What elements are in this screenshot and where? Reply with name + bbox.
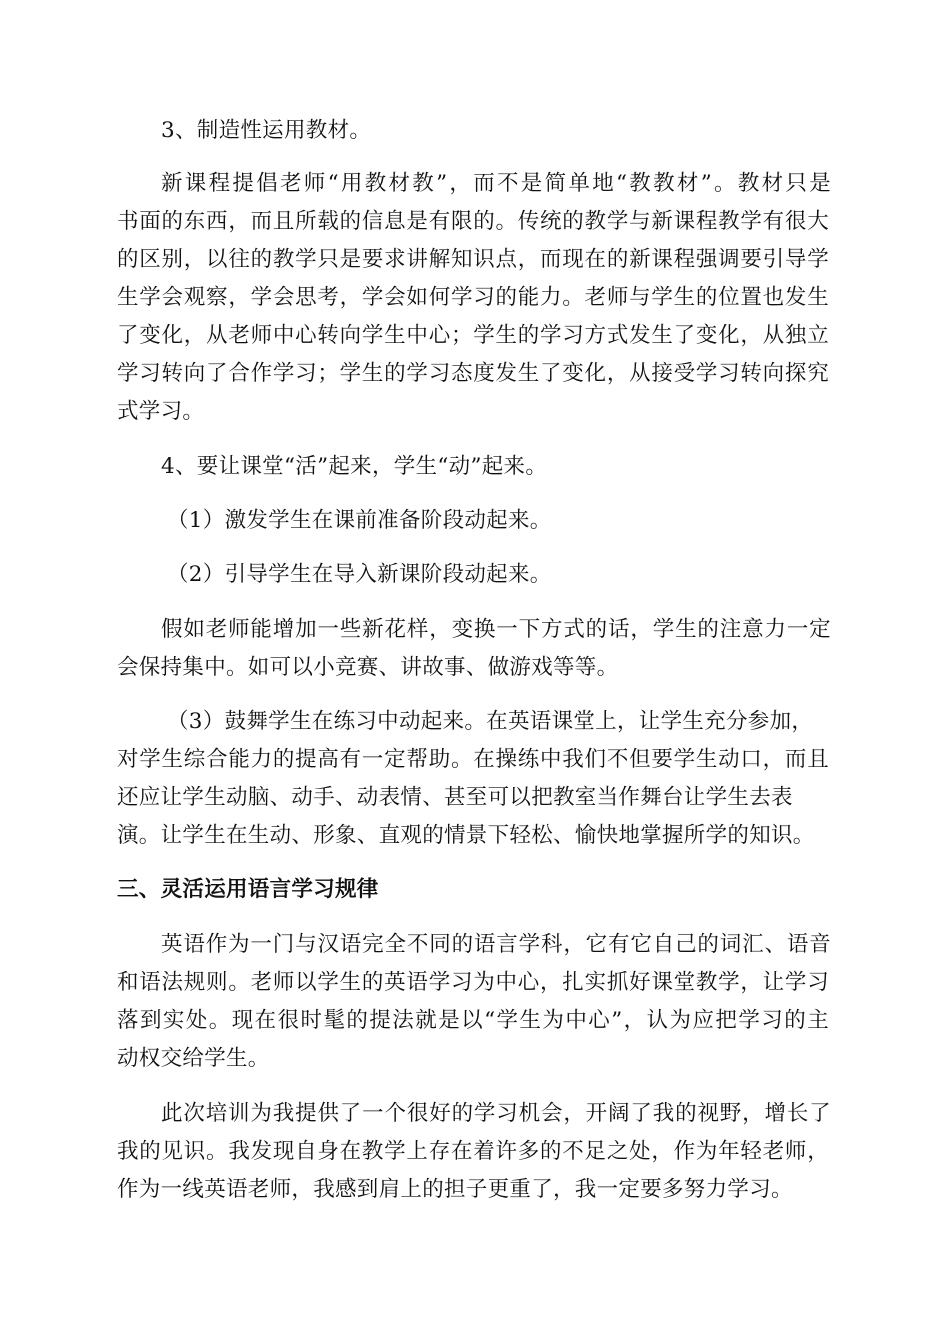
paragraph-line: 对学生综合能力的提高有一定帮助。在操练中我们不但要学生动口，而且 (117, 747, 829, 772)
subitem-2: （2）引导学生在导入新课阶段动起来。 (167, 562, 552, 587)
item-3-heading: 3、制造性运用教材。 (161, 118, 372, 143)
paragraph-line: 我的见识。我发现自身在教学上存在着许多的不足之处，作为年轻老师， (117, 1139, 829, 1164)
paragraph-line: 假如老师能增加一些新花样，变换一下方式的话，学生的注意力一定 (161, 617, 831, 642)
subitem-3: （3）鼓舞学生在练习中动起来。在英语课堂上，让学生充分参加， (167, 709, 814, 734)
subitem-1: （1）激发学生在课前准备阶段动起来。 (167, 508, 552, 533)
paragraph-line: 了变化，从老师中心转向学生中心；学生的学习方式发生了变化，从独立 (117, 323, 829, 348)
item-4-heading: 4、要让课堂“活”起来，学生“动”起来。 (161, 454, 548, 479)
paragraph-line: 新课程提倡老师“用教材教”，而不是简单地“教教材”。教材只是 (161, 171, 831, 196)
paragraph-line: 演。让学生在生动、形象、直观的情景下轻松、愉快地掌握所学的知识。 (117, 823, 815, 848)
paragraph-line: 生学会观察，学会思考，学会如何学习的能力。老师与学生的位置也发生 (117, 285, 829, 310)
paragraph-line: 落到实处。现在很时髦的提法就是以“学生为中心”，认为应把学习的主 (117, 1008, 829, 1033)
paragraph-line: 和语法规则。老师以学生的英语学习为中心，扎实抓好课堂教学，让学习 (117, 970, 829, 995)
paragraph-line: 学习转向了合作学习；学生的学习态度发生了变化，从接受学习转向探究 (117, 361, 829, 386)
paragraph-line: 还应让学生动脑、动手、动表情、甚至可以把教室当作舞台让学生去表 (117, 785, 793, 810)
paragraph-line: 此次培训为我提供了一个很好的学习机会，开阔了我的视野，增长了 (161, 1101, 831, 1126)
paragraph-line: 的区别，以往的教学只是要求讲解知识点，而现在的新课程强调要引导学 (117, 247, 829, 272)
paragraph-line: 书面的东西，而且所载的信息是有限的。传统的教学与新课程教学有很大 (117, 209, 829, 234)
paragraph-line: 英语作为一门与汉语完全不同的语言学科，它有它自己的词汇、语音 (161, 932, 831, 957)
paragraph-line: 作为一线英语老师，我感到肩上的担子更重了，我一定要多努力学习。 (117, 1177, 793, 1202)
paragraph-line: 会保持集中。如可以小竞赛、讲故事、做游戏等等。 (117, 655, 619, 680)
paragraph-line: 式学习。 (117, 399, 205, 424)
paragraph-line: 动权交给学生。 (117, 1046, 270, 1071)
section-3-heading: 三、灵活运用语言学习规律 (117, 877, 379, 902)
